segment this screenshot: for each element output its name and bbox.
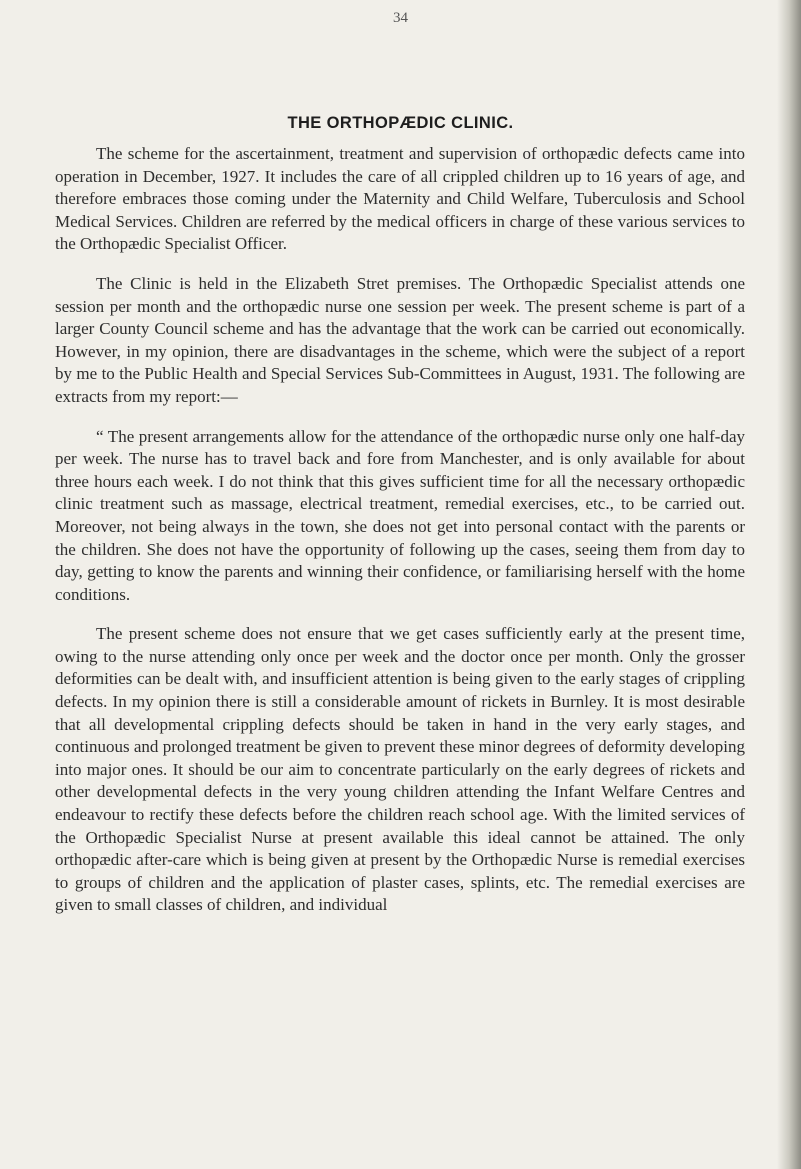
body-text: [55, 143, 745, 917]
paragraph-scheme: The scheme for the ascertainment, treatment and supervision of orthopædic defects came into operation in December, 1927. It includes the care of all crippled children up to 16 years of age, and therefore embraces those coming under the Maternity and Child Welfare, Tuberculosis and School Medical Services. Children are referred by the medical officers in charge of these various services to the Orthopædic Specialist Officer.: [55, 144, 745, 254]
page-number: 34: [393, 10, 408, 26]
paragraph-present-scheme: The present scheme does not ensure that we get cases sufficiently early at the present time, owing to the nurse attending only once per week and the doctor once per month. Only the grosser deformities can be dealt with, and insufficient attention is being given to the early stages of crippling defects. In my opinion there is still a considerable amount of rickets in Burnley. It is most desirable that all developmental crippling defects should be taken in hand in the very early stages, and continuous and prolonged treatment be given to prevent these minor degrees of deformity developing into major ones. It should be our aim to concentrate particularly on the early degrees of rickets and other developmental defects in the very young children attending the Infant Welfare Centres and endeavour to rectify these defects before the children reach school age. With the limited services of the Orthopædic Specialist Nurse at present available this ideal cannot be attained. The only orthopædic after-care which is being given at present by the Orthopædic Nurse is remedial exercises to groups of children and the application of plaster cases, splints, etc. The remedial exercises are given to small classes of children, and individual: [55, 624, 745, 915]
paragraph-clinic: The Clinic is held in the Elizabeth Stret premises. The Orthopædic Specialist attends one session per month and the orthopædic nurse one session per week. The present scheme is part of a larger County Council scheme and has the advantage that the work can be carried out economically. However, in my opinion, there are disadvantages in the scheme, which were the subject of a report by me to the Public Health and Special Services Sub-Committees in August, 1931. The following are extracts from my report:—: [55, 273, 745, 406]
section-title: THE ORTHOPÆDIC CLINIC.: [287, 114, 514, 132]
page-edge-shadow: [777, 0, 801, 1169]
paragraph-report-extract: “ The present arrangements allow for the attendance of the orthopædic nurse only one half-day per week. The nurse has to travel back and fore from Manchester, and is only available for about three hours each week. I do not think that this gives sufficient time for all the necessary orthopædic clinic treatment such as massage, electrical treatment, remedial exercises, etc., to be carried out. Moreover, not being always in the town, she does not get into personal contact with the parents or the children. She does not have the opportunity of following up the cases, seeing them from day to day, getting to know the parents and winning their confidence, or familiarising herself with the home conditions.: [55, 426, 745, 604]
